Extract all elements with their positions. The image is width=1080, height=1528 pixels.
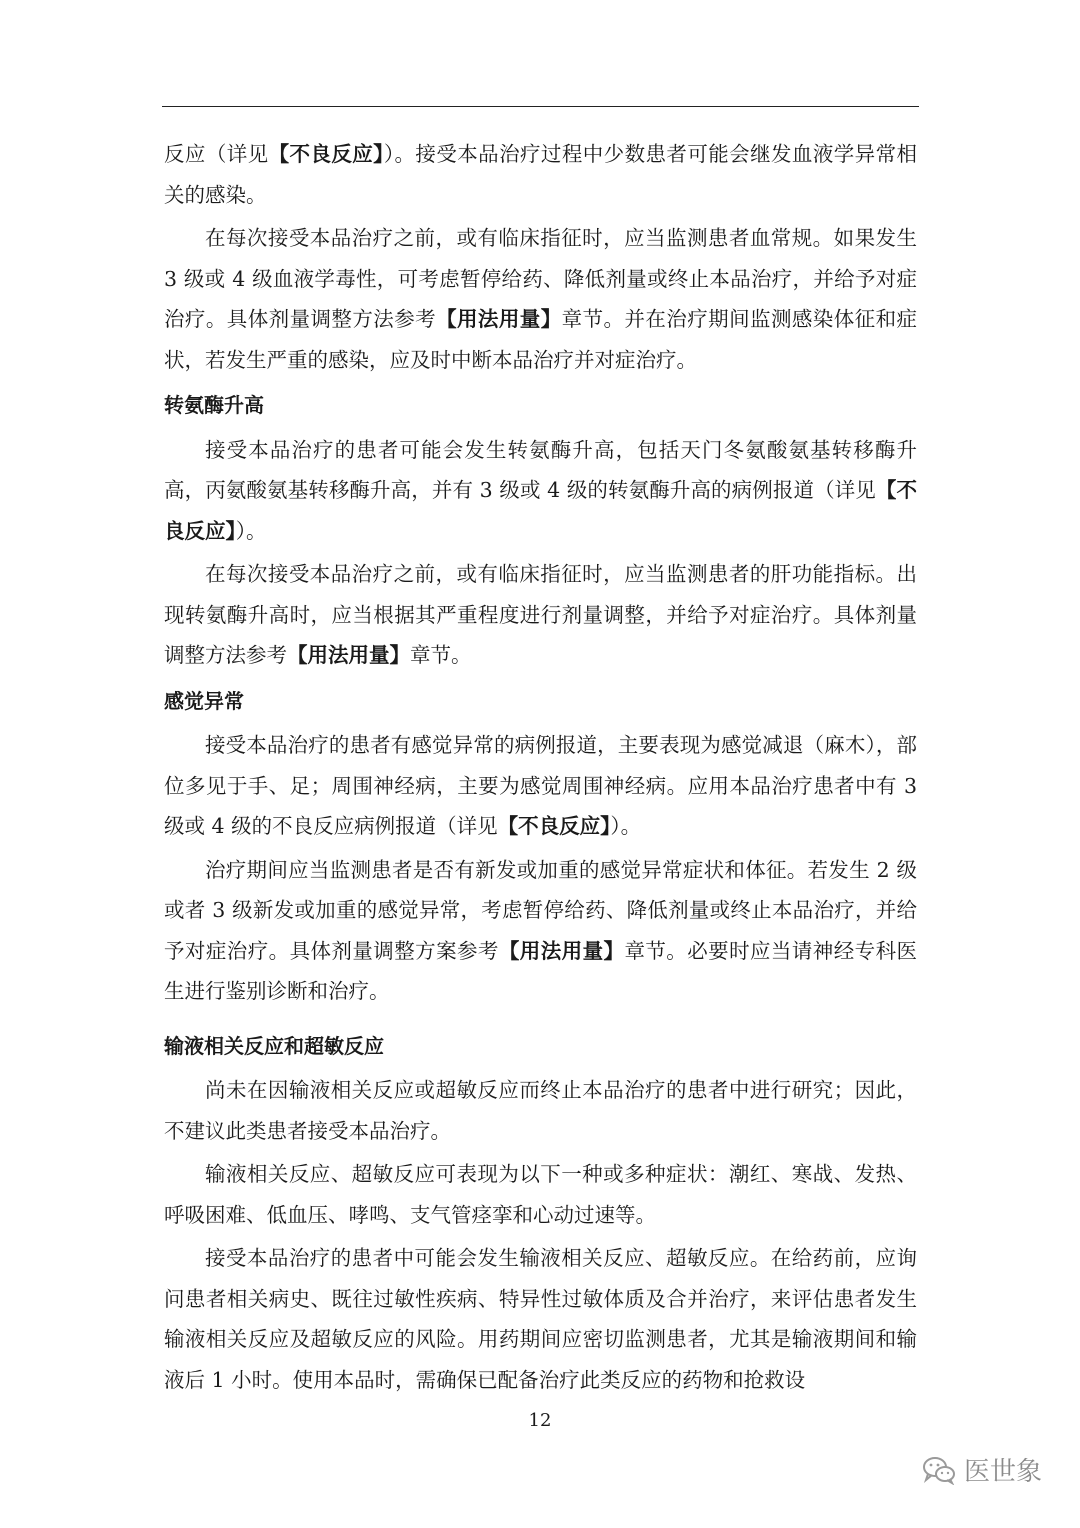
body-paragraph (164, 1070, 917, 1151)
text-run: 接受本品治疗的患者中可能会发生输液相关反应、超敏反应。在给药前，应询问患者相关病史、既往过敏性疾病、特异性过敏体质及合并治疗，来评估患者发生输液相关反应及超敏反应的风险。用药期间应密切监测患者，尤其是输液期间和输液后 1 小时。使用本品时，需确保已配备治疗此类反应的药物和抢救设 (164, 1246, 917, 1392)
section-heading: 感觉异常 (164, 688, 244, 713)
section-heading: 输液相关反应和超敏反应 (164, 1033, 384, 1058)
text-run: 在每次接受本品治疗之前，或有临床指征时，应当监测患者血常规。如果发生 3 级或 4 级血液学毒性，可考虑暂停给药、降低剂量或终止本品治疗，并给予对症治疗。具体剂量调整方法参考 (164, 226, 917, 331)
document-body (164, 134, 917, 1403)
text-run: 章节。 (410, 643, 472, 667)
body-paragraph (164, 554, 917, 676)
body-paragraph (164, 725, 917, 847)
page-number: 12 (528, 1410, 552, 1431)
body-paragraph (164, 430, 917, 552)
section-reference: 【用法用量】 (287, 643, 410, 667)
text-run: 尚未在因输液相关反应或超敏反应而终止本品治疗的患者中进行研究；因此，不建议此类患者接受本品治疗。 (164, 1078, 917, 1143)
text-run: 反应（详见 (164, 142, 269, 166)
body-paragraph (164, 1238, 917, 1400)
body-paragraph (164, 218, 917, 380)
text-run: ）。 (235, 518, 267, 543)
text-run: 章节。必要时应当请神经专科医生进行鉴别诊断和治疗。 (164, 938, 918, 1003)
text-run: 接受本品治疗的患者可能会发生转氨酶升高，包括天门冬氨酸氨基转移酶升高，丙氨酸氨基转移酶升高，并有 3 级或 4 级的转氨酶升高的病例报道（详见 (164, 437, 917, 502)
text-run: ）。 (610, 814, 642, 838)
section-heading: 转氨酶升高 (164, 393, 264, 417)
text-run: 章节。并在治疗期间监测感染体征和症状，若发生严重的感染，应及时中断本品治疗并对症治疗。 (164, 307, 918, 372)
section-reference: 【用法用量】 (498, 938, 625, 963)
body-paragraph (164, 850, 917, 1012)
section-reference: 【不良反应】 (497, 814, 611, 838)
body-paragraph (164, 1154, 917, 1235)
section-reference: 【不良反应】 (164, 478, 917, 543)
text-run: 接受本品治疗的患者有感觉异常的病例报道，主要表现为感觉减退（麻木），部位多见于手、足；周围神经病，主要为感觉周围神经病。应用本品治疗患者中有 3 级或 4 级的不良反应病例报道（详见 (164, 733, 917, 838)
wechat-logo-icon (922, 1455, 956, 1485)
body-paragraph (164, 134, 917, 215)
watermark (922, 1451, 1042, 1488)
header-rule (162, 106, 919, 107)
text-run: 治疗期间应当监测患者是否有新发或加重的感觉异常症状和体征。若发生 2 级或者 3 级新发或加重的感觉异常，考虑暂停给药、降低剂量或终止本品治疗，并给予对症治疗。具体剂量调整方案参考 (164, 857, 917, 963)
text-run: 输液相关反应、超敏反应可表现为以下一种或多种症状：潮红、寒战、发热、呼吸困难、低血压、哮鸣、支气管痉挛和心动过速等。 (164, 1162, 917, 1227)
text-run: ）。接受本品治疗过程中少数患者可能会继发血液学异常相关的感染。 (164, 142, 918, 207)
text-run: 在每次接受本品治疗之前，或有临床指征时，应当监测患者的肝功能指标。出现转氨酶升高时，应当根据其严重程度进行剂量调整，并给予对症治疗。具体剂量调整方法参考 (164, 562, 917, 667)
section-reference: 【用法用量】 (436, 307, 562, 331)
section-reference: 【不良反应】 (268, 142, 384, 166)
watermark-text: 医世象 (963, 1457, 1042, 1487)
